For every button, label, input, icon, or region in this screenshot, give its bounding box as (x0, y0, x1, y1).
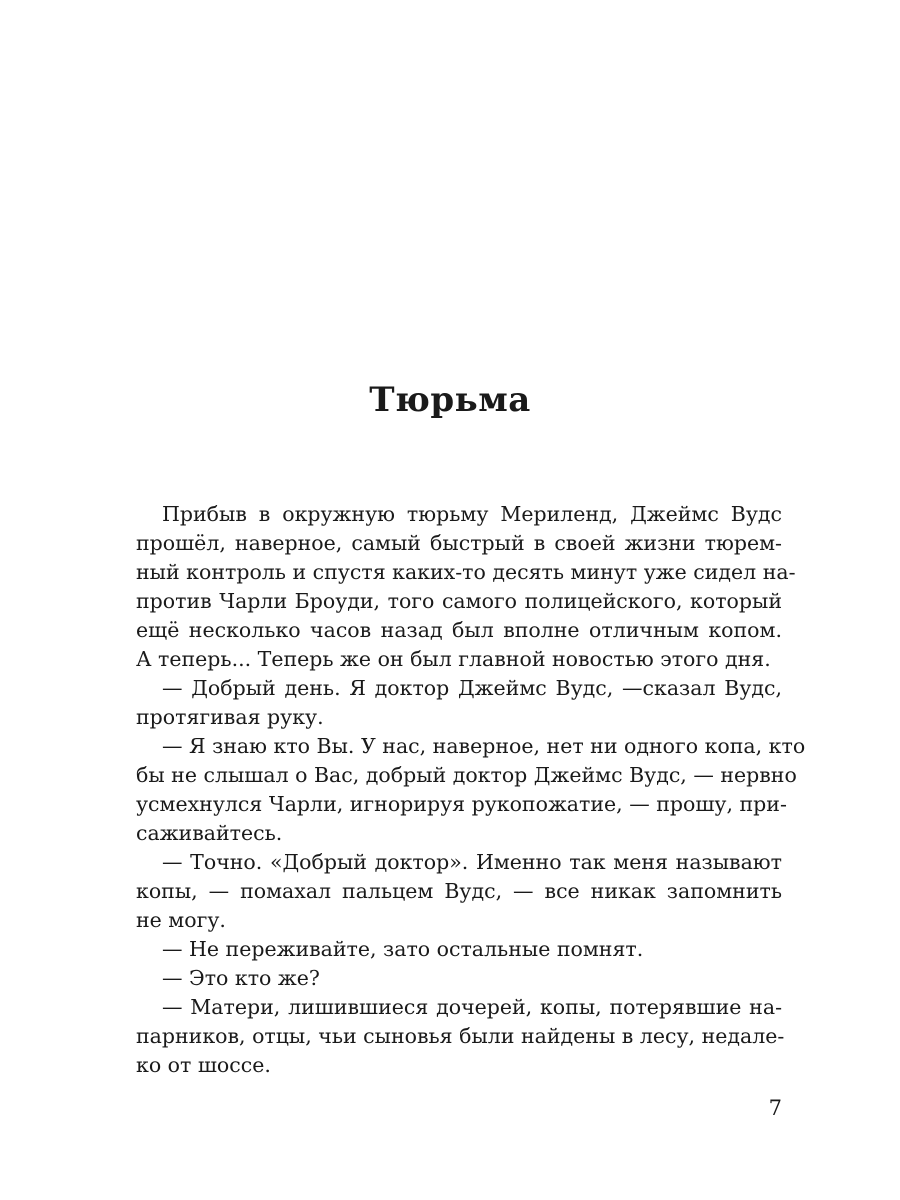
page-number: 7 (768, 1096, 782, 1120)
text-line: против Чарли Броуди, того самого полицейского, который (136, 589, 782, 613)
text-line: парников, отцы, чьи сыновья были найдены в лесу, недале- (136, 1024, 785, 1048)
text-line: копы, — помахал пальцем Вудс, — все никак запомнить (136, 879, 782, 903)
text-line: — Матери, лишившиеся дочерей, копы, потерявшие на- (162, 995, 782, 1019)
text-line: прошёл, наверное, самый быстрый в своей жизни тюрем- (136, 531, 782, 555)
text-line: А теперь... Теперь же он был главной новостью этого дня. (136, 647, 771, 671)
text-line: саживайтесь. (136, 821, 283, 845)
text-line: протягивая руку. (136, 705, 324, 729)
text-line: ный контроль и спустя каких-то десять минут уже сидел на- (136, 560, 796, 584)
chapter-title: Тюрьма (369, 380, 531, 420)
text-line: — Не переживайте, зато остальные помнят. (162, 937, 644, 961)
text-line: ко от шоссе. (136, 1053, 271, 1077)
text-line: бы не слышал о Вас, добрый доктор Джеймс Вудс, — нервно (136, 763, 797, 787)
text-line: — Точно. «Добрый доктор». Именно так меня называют (162, 850, 782, 874)
text-line: не могу. (136, 908, 226, 932)
text-line: — Это кто же? (162, 966, 320, 990)
text-line: — Добрый день. Я доктор Джеймс Вудс, —сказал Вудс, (162, 676, 782, 700)
text-line: Прибыв в окружную тюрьму Мериленд, Джеймс Вудс (162, 502, 782, 526)
text-line: — Я знаю кто Вы. У нас, наверное, нет ни одного копа, кто (162, 734, 806, 758)
text-line: усмехнулся Чарли, игнорируя рукопожатие, — прошу, при- (136, 792, 787, 816)
text-line: ещё несколько часов назад был вполне отличным копом. (136, 618, 782, 642)
body-text (136, 500, 806, 1080)
